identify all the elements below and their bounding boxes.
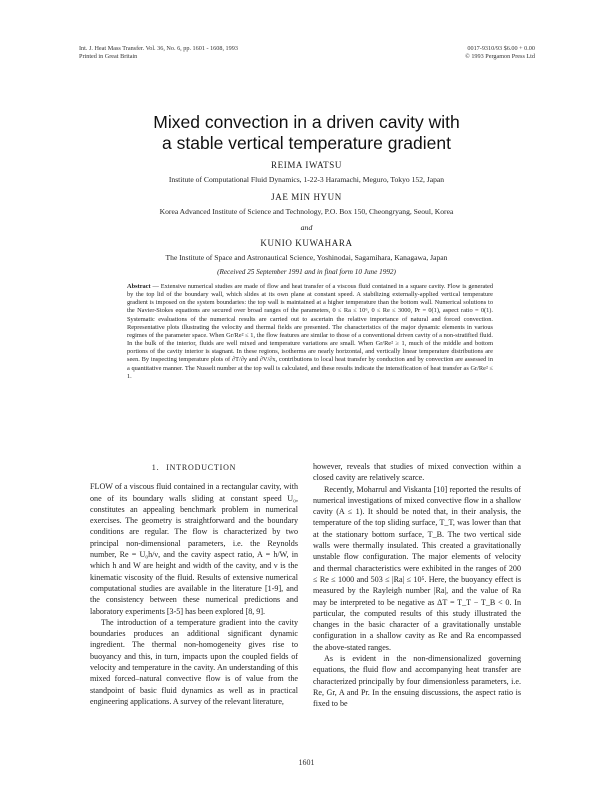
page-number: 1601 bbox=[298, 758, 315, 767]
author-affiliation: Institute of Computational Fluid Dynamics, 1-22-3 Haramachi, Meguro, Tokyo 152, Japan bbox=[168, 175, 445, 184]
left-column bbox=[90, 461, 298, 707]
printed-in-line: Printed in Great Britain bbox=[79, 53, 138, 60]
author-name: REIMA IWATSU bbox=[271, 160, 342, 170]
abstract-label: Abstract bbox=[127, 283, 151, 290]
paragraph: As is evident in the non-dimensionalized governing equations, the fluid flow and accompanying heat transfer are characterized principally by four dimensionless parameters, i.e. Re, Gr, A and Pr. In the ensuing discussions, the aspect ratio is fixed to be bbox=[313, 654, 521, 709]
section-number: 1. bbox=[151, 463, 160, 472]
paragraph: The introduction of a temperature gradient into the cavity boundaries produces an additional significant dynamic ingredient. The thermal non-homogeneity gives rise to buoyancy and this, in turn, impacts upon the coupled fields of velocity and temperature in the cavity. An understanding of this mixed forced–natural convective flow is of value from the standpoint of basic fluid dynamics as well as in practical engineering applications. A survey of the relevant literature, bbox=[90, 617, 298, 706]
title-line: Mixed convection in a driven cavity with bbox=[153, 112, 460, 132]
journal-citation-line: Int. J. Heat Mass Transfer. Vol. 36, No. 6, pp. 1601 - 1608, 1993 bbox=[79, 45, 238, 52]
paragraph: FLOW of a viscous fluid contained in a rectangular cavity, with one of its boundary walls sliding at constant speed U₀, constitutes an appealing benchmark problem in numerical exercises. The geometry is straightforward and the boundary conditions are regular. The flow is characterized by two principal non-dimensional parameters, i.e. the Reynolds number, Re = U₀h/ν, and the cavity aspect ratio, A = h/W, in which h and W are height and width of the cavity, and ν is the kinematic viscosity of the fluid. Results of extensive numerical computational studies are available in the literature [1-9], and the consistency between these numerical predictions and laboratory experiments [3-5] has been explored [8, 9]. bbox=[90, 482, 298, 616]
and-separator: and bbox=[300, 223, 313, 232]
section-title: INTRODUCTION bbox=[166, 463, 237, 472]
paragraph: Recently, Moharrul and Viskanta [10] reported the results of numerical investigations of mixed convective flow in a shallow cavity (A ≤ 1). It should be noted that, in their analysis, the temperature of the top sliding surface, T_T, was lower than that at the stationary bottom surface, T_B. The two vertical side walls were thermally insulated. This created a gravitationally unstable flow configuration. The major elements of velocity and thermal characteristics were exhibited in the ranges of 200 ≤ Re ≤ 1000 and 503 ≤ |Ra| ≤ 10⁵. Here, the buoyancy effect is measured by the Rayleigh number |Ra|, and the value of Ra may be interpreted to be negative as ΔT = T_T − T_B < 0. In particular, the computed results of this study illustrated the changes in the basic character of a gravitationally unstable configuration in a shallow cavity as Re and Ra encompassed the above-stated ranges. bbox=[313, 484, 521, 652]
right-column bbox=[313, 461, 521, 710]
copyright-block bbox=[465, 45, 535, 61]
publisher-line: © 1993 Pergamon Press Ltd bbox=[465, 53, 535, 60]
issn-line: 0017-9310/93 $6.00 + 0.00 bbox=[467, 45, 535, 52]
received-date: (Received 25 September 1991 and in final form 10 June 1992) bbox=[217, 268, 396, 276]
author-affiliation: The Institute of Space and Astronautical Science, Yoshinodai, Sagamihara, Kanagawa, Japan bbox=[165, 253, 448, 262]
paper-title bbox=[0, 112, 613, 154]
section-heading bbox=[90, 462, 298, 473]
author-affiliation: Korea Advanced Institute of Science and Technology, P.O. Box 150, Cheongryang, Seoul, Korea bbox=[159, 207, 454, 216]
author-name: JAE MIN HYUN bbox=[271, 192, 342, 202]
abstract-text: — Extensive numerical studies are made of flow and heat transfer of a viscous fluid contained in a square cavity. Flow is generated by the top lid of the boundary wall, which slides at its own plane at constant speed. A stabilizing externally-applied vertical temperature gradient is imposed on the system boundaries: the top wall is maintained at a higher temperature than the bottom wall. Numerical solutions to the Navier-Stokes equations are secured over broad ranges of the parameters, 0 ≤ Ra ≤ 10⁶, 0 ≤ Re ≤ 3000, Pr = 0(1), aspect ratio = 0(1). Systematic evaluations of the numerical results are carried out to ascertain the relative importance of natural and forced convection. Representative plots illustrating the velocity and thermal fields are presented. The characteristics of the major dynamic elements in various regimes of the parameter space. When Gr/Re² ≤ 1, the flow features are similar to those of a conventional driven cavity of a non-stratified fluid. In the bulk of the interior, fluids are well mixed and temperature variations are small. When Gr/Re² ≥ 1, much of the middle and bottom portions of the cavity interior is stagnant. In these regions, isotherms are nearly horizontal, and vertically linear temperature distributions are seen. By inspecting temperature plots of ∂T/∂y and ∂V/∂x, contributions to local heat transfer by conduction and by convection are assessed in a quantitative manner. The Nusselt number at the top wall is calculated, and these results indicate the intensification of heat transfer as Gr/Re² ≤ 1. bbox=[127, 283, 494, 380]
author-name: KUNIO KUWAHARA bbox=[260, 238, 353, 248]
title-line: a stable vertical temperature gradient bbox=[162, 133, 451, 153]
paragraph: however, reveals that studies of mixed convection within a closed cavity are relatively scarce. bbox=[313, 462, 521, 483]
journal-citation bbox=[79, 45, 238, 61]
abstract bbox=[127, 283, 493, 381]
